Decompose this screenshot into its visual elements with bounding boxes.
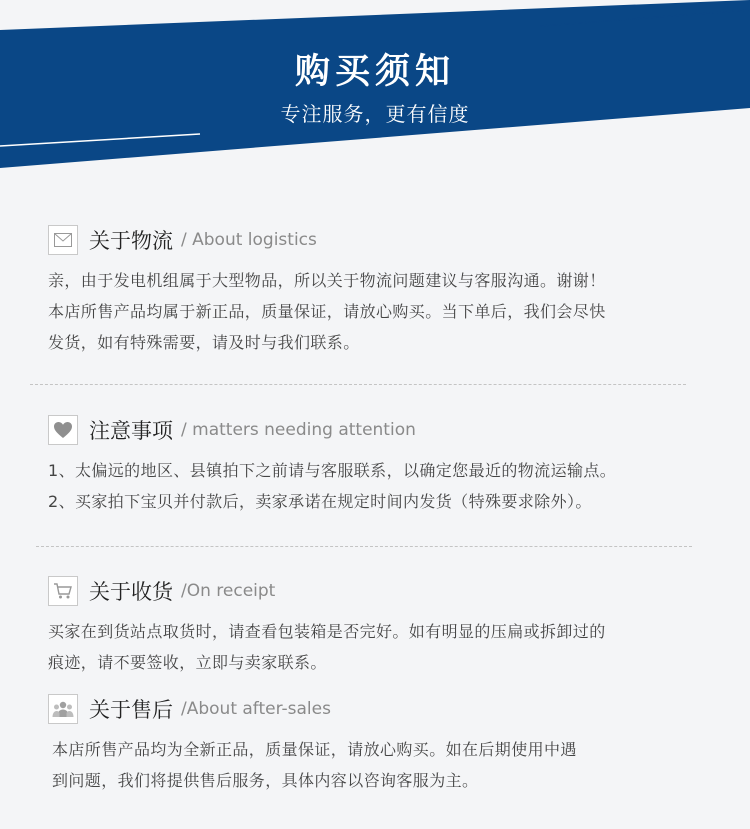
body-line: 痕迹，请不要签收，立即与卖家联系。: [48, 653, 327, 672]
divider: [36, 546, 692, 547]
section-subtitle: /About after-sales: [181, 699, 331, 719]
section-subtitle: /On receipt: [181, 581, 276, 601]
section-body: [52, 734, 708, 796]
section-attention: [48, 413, 708, 517]
body-line: 2、买家拍下宝贝并付款后，卖家承诺在规定时间内发货（特殊要求除外）。: [48, 492, 592, 511]
section-header: [48, 413, 708, 447]
section-logistics: [48, 223, 708, 358]
banner-title: 购买须知: [294, 52, 455, 92]
cart-icon: [48, 576, 78, 606]
heart-icon: [48, 415, 78, 445]
body-line: 本店所售产品均为全新正品，质量保证，请放心购买。如在后期使用中遇: [52, 740, 577, 759]
body-line: 买家在到货站点取货时，请查看包装箱是否完好。如有明显的压扁或拆卸过的: [48, 622, 606, 641]
section-title: 关于物流: [89, 229, 173, 253]
section-receipt: [48, 574, 708, 678]
section-body: [48, 616, 708, 678]
section-header: [48, 574, 708, 608]
section-subtitle: / About logistics: [181, 230, 317, 250]
section-after-sales: [48, 692, 708, 796]
divider: [30, 384, 686, 385]
banner-subtitle: 专注服务，更有信度: [280, 102, 470, 126]
body-line: 发货，如有特殊需要，请及时与我们联系。: [48, 333, 360, 352]
people-icon: [48, 694, 78, 724]
section-title: 注意事项: [89, 419, 173, 443]
section-header: [48, 692, 708, 726]
section-body: [48, 265, 708, 358]
section-title: 关于收货: [89, 580, 173, 604]
body-line: 到问题，我们将提供售后服务，具体内容以咨询客服为主。: [52, 771, 479, 790]
section-title: 关于售后: [89, 698, 173, 722]
body-line: 1、太偏远的地区、县镇拍下之前请与客服联系，以确定您最近的物流运输点。: [48, 461, 617, 480]
envelope-icon: [48, 225, 78, 255]
body-line: 亲，由于发电机组属于大型物品，所以关于物流问题建议与客服沟通。谢谢！: [48, 271, 606, 290]
body-line: 本店所售产品均属于新正品，质量保证，请放心购买。当下单后，我们会尽快: [48, 302, 606, 321]
section-subtitle: / matters needing attention: [181, 420, 416, 440]
section-header: [48, 223, 708, 257]
banner: [0, 0, 750, 200]
section-body: [48, 455, 708, 517]
